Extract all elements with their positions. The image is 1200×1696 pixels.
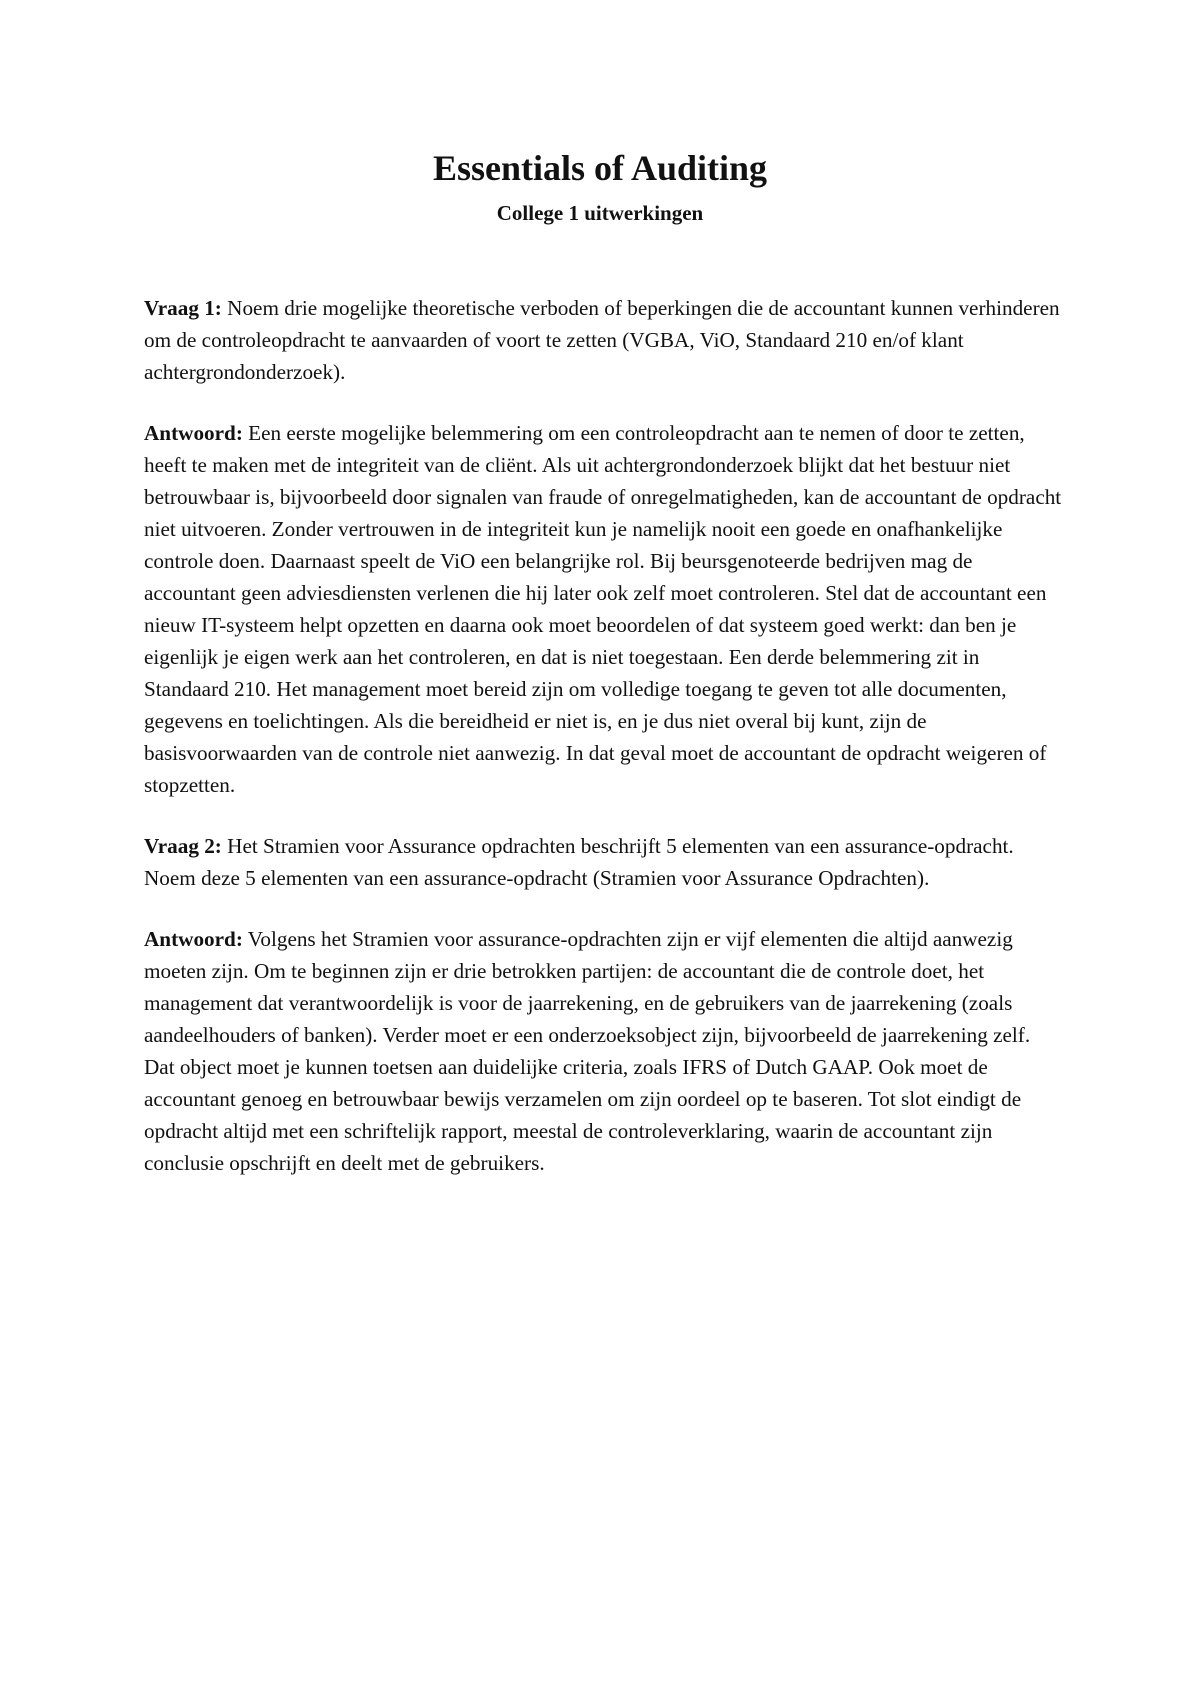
question-2-text: Het Stramien voor Assurance opdrachten beschrijft 5 elementen van een assurance-opdracht. Noem deze 5 elementen van een assurance-opdracht (Stramien voor Assurance Opdrachten). bbox=[144, 834, 1014, 890]
question-1-label: Vraag 1: bbox=[144, 296, 222, 320]
document-title: Essentials of Auditing bbox=[432, 148, 768, 188]
answer-2-label: Antwoord: bbox=[144, 927, 243, 951]
answer-1-text: Een eerste mogelijke belemmering om een controleopdracht aan te nemen of door te zetten, heeft te maken met de integriteit van de cliënt. Als uit achtergrondonderzoek blijkt dat het bestuur niet betrouwbaar is, bijvoorbeeld door signalen van fraude of onregelmatigheden, kan de accountant de opdracht niet uitvoeren. Zonder vertrouwen in de integriteit kun je namelijk nooit een goede en onafhankelijke controle doen. Daarnaast speelt de ViO een belangrijke rol. Bij beursgenoteerde bedrijven mag de accountant geen adviesdiensten verlenen die hij later ook zelf moet controleren. Stel dat de accountant een nieuw IT-systeem helpt opzetten en daarna ook moet beoordelen of dat systeem goed werkt: dan ben je eigenlijk je eigen werk aan het controleren, en dat is niet toegestaan. Een derde belemmering zit in Standaard 210. Het management moet bereid zijn om volledige toegang te geven tot alle documenten, gegevens en toelichtingen. Als die bereidheid er niet is, en je dus niet overal bij kunt, zijn de basisvoorwaarden van de controle niet aanwezig. In dat geval moet de accountant de opdracht weigeren of stopzetten. bbox=[144, 421, 1062, 797]
answer-1-paragraph bbox=[144, 417, 1064, 801]
question-2-paragraph bbox=[144, 830, 1064, 894]
answer-1-label: Antwoord: bbox=[144, 421, 243, 445]
answer-2-text: Volgens het Stramien voor assurance-opdrachten zijn er vijf elementen die altijd aanwezig moeten zijn. Om te beginnen zijn er drie betrokken partijen: de accountant die de controle doet, het management dat verantwoordelijk is voor de jaarrekening, en de gebruikers van de jaarrekening (zoals aandeelhouders of banken). Verder moet er een onderzoeksobject zijn, bijvoorbeeld de jaarrekening zelf. Dat object moet je kunnen toetsen aan duidelijke criteria, zoals IFRS of Dutch GAAP. Ook moet de accountant genoeg en betrouwbaar bewijs verzamelen om zijn oordeel op te baseren. Tot slot eindigt de opdracht altijd met een schriftelijk rapport, meestal de controleverklaring, waarin de accountant zijn conclusie opschrijft en deelt met de gebruikers. bbox=[144, 927, 1031, 1175]
question-1-text: Noem drie mogelijke theoretische verboden of beperkingen die de accountant kunnen verhinderen om de controleopdracht te aanvaarden of voort te zetten (VGBA, ViO, Standaard 210 en/of klant achtergrondonderzoek). bbox=[144, 296, 1060, 384]
answer-2-paragraph bbox=[144, 923, 1064, 1179]
document-body bbox=[144, 292, 1064, 1208]
question-1-paragraph bbox=[144, 292, 1064, 388]
document-subtitle: College 1 uitwerkingen bbox=[496, 201, 704, 225]
question-2-label: Vraag 2: bbox=[144, 834, 222, 858]
